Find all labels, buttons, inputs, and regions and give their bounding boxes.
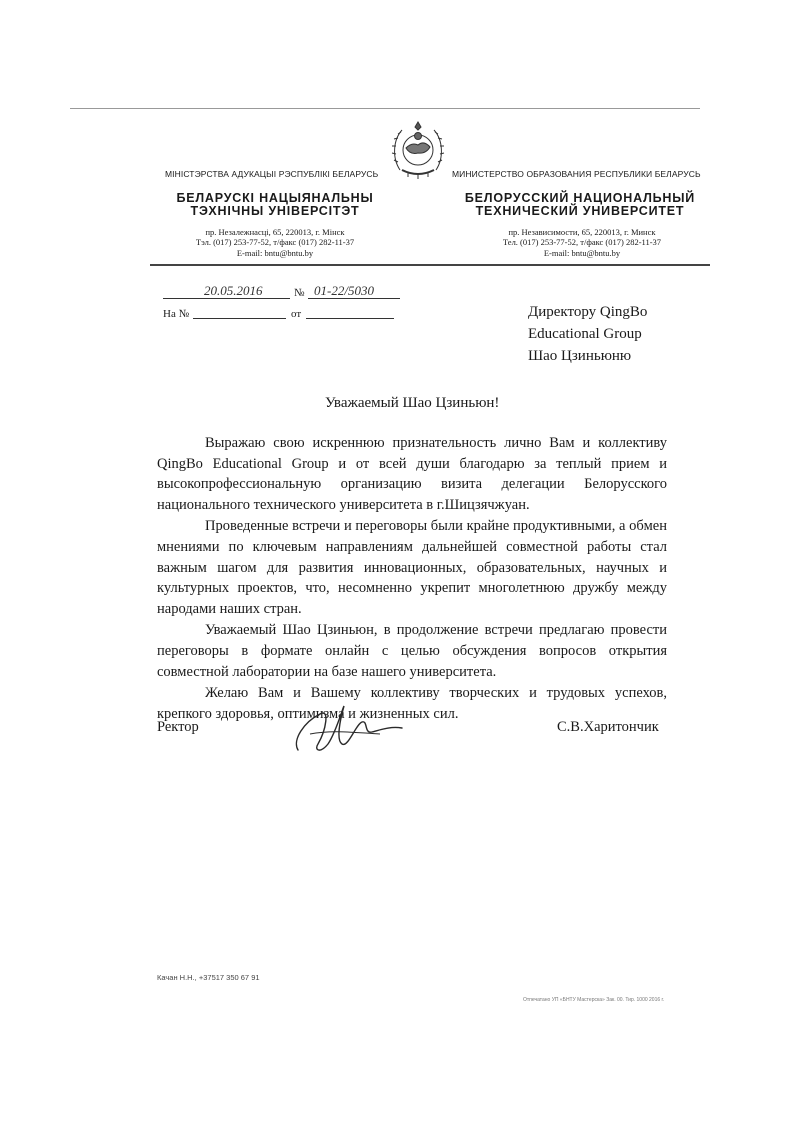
right-university-line1: БЕЛОРУССКИЙ НАЦИОНАЛЬНЫЙ xyxy=(464,191,696,205)
state-emblem-icon xyxy=(390,118,446,180)
reference-from-field xyxy=(306,306,394,319)
salutation: Уважаемый Шао Цзиньюн! xyxy=(325,395,500,411)
left-phone: Тэл. (017) 253-77-52, т/факс (017) 282-11-37 xyxy=(195,237,355,247)
paragraph-4: Желаю Вам и Вашему коллективу творческих и трудовых успехов, крепкого здоровья, оптимизма и жизненных сил. xyxy=(157,685,667,722)
addressee xyxy=(528,301,647,367)
right-address: пр. Независимости, 65, 220013, г. Минск xyxy=(508,227,656,237)
reference-date: 20.05.2016 xyxy=(204,283,263,298)
reference-number-label: № xyxy=(294,287,305,299)
footer-contact: Качан Н.Н., +37517 350 67 91 xyxy=(157,973,260,982)
left-ministry: МІНІСТЭРСТВА АДУКАЦЫІ РЭСПУБЛІКІ БЕЛАРУСЬ xyxy=(165,169,379,179)
letter-body xyxy=(157,433,667,724)
paragraph-2: Проведенные встречи и переговоры были крайне продуктивными, а обмен мнениями по ключевым направлениям дальнейшей совместной работы стал важным шагом для развития инновационных, образовательных, научных и культурных проектов, что, несомненно укрепит многолетнюю дружбу между народами наших стран. xyxy=(157,518,667,617)
reference-from-label: от xyxy=(291,308,302,320)
reference-number: 01-22/5030 xyxy=(314,283,374,298)
signature-name: С.В.Харитончик xyxy=(557,719,659,735)
addressee-line3: Шао Цзиньюню xyxy=(528,348,632,364)
paragraph-1: Выражаю свою искреннюю признательность лично Вам и коллективу QingBo Educational Group и от всей души благодарю за теплый прием и высокопрофессиональную организацию визита делегации Белорусского национального технического университета в г.Шицзячжуан. xyxy=(157,435,667,513)
handwritten-signature xyxy=(290,700,410,760)
left-email: E-mail: bntu@bntu.by xyxy=(236,248,314,258)
left-university-line2: ТЭХНІЧНЫ УНІВЕРСІТЭТ xyxy=(190,204,360,218)
reference-on-field xyxy=(193,306,286,319)
right-university-line2: ТЕХНИЧЕСКИЙ УНИВЕРСИТЕТ xyxy=(475,204,685,218)
left-university-line1: БЕЛАРУСКІ НАЦЫЯНАЛЬНЫ xyxy=(176,191,374,205)
signature-title: Ректор xyxy=(157,719,199,735)
left-address: пр. Незалежнасці, 65, 220013, г. Мінск xyxy=(205,227,345,237)
addressee-line1: Директору QingBo xyxy=(528,304,648,320)
footer-print-note: Отпечатано УП «БНТУ Мастерска» Зак. 00. Тир. 1000 2016 г. xyxy=(523,997,665,1003)
paragraph-3: Уважаемый Шао Цзиньюн, в продолжение встречи предлагаю провести переговоры в формате онлайн с целью обсуждения вопросов открытия совместной лаборатории на базе нашего университета. xyxy=(157,622,667,680)
addressee-line2: Educational Group xyxy=(528,326,642,342)
right-email: E-mail: bntu@bntu.by xyxy=(543,248,621,258)
right-ministry: МИНИСТЕРСТВО ОБРАЗОВАНИЯ РЕСПУБЛИКИ БЕЛАРУСЬ xyxy=(452,169,701,179)
header-rule xyxy=(150,264,710,266)
reference-on-label: На № xyxy=(163,308,190,320)
right-phone: Тел. (017) 253-77-52, т/факс (017) 282-11-37 xyxy=(502,237,662,247)
top-rule xyxy=(70,108,700,109)
